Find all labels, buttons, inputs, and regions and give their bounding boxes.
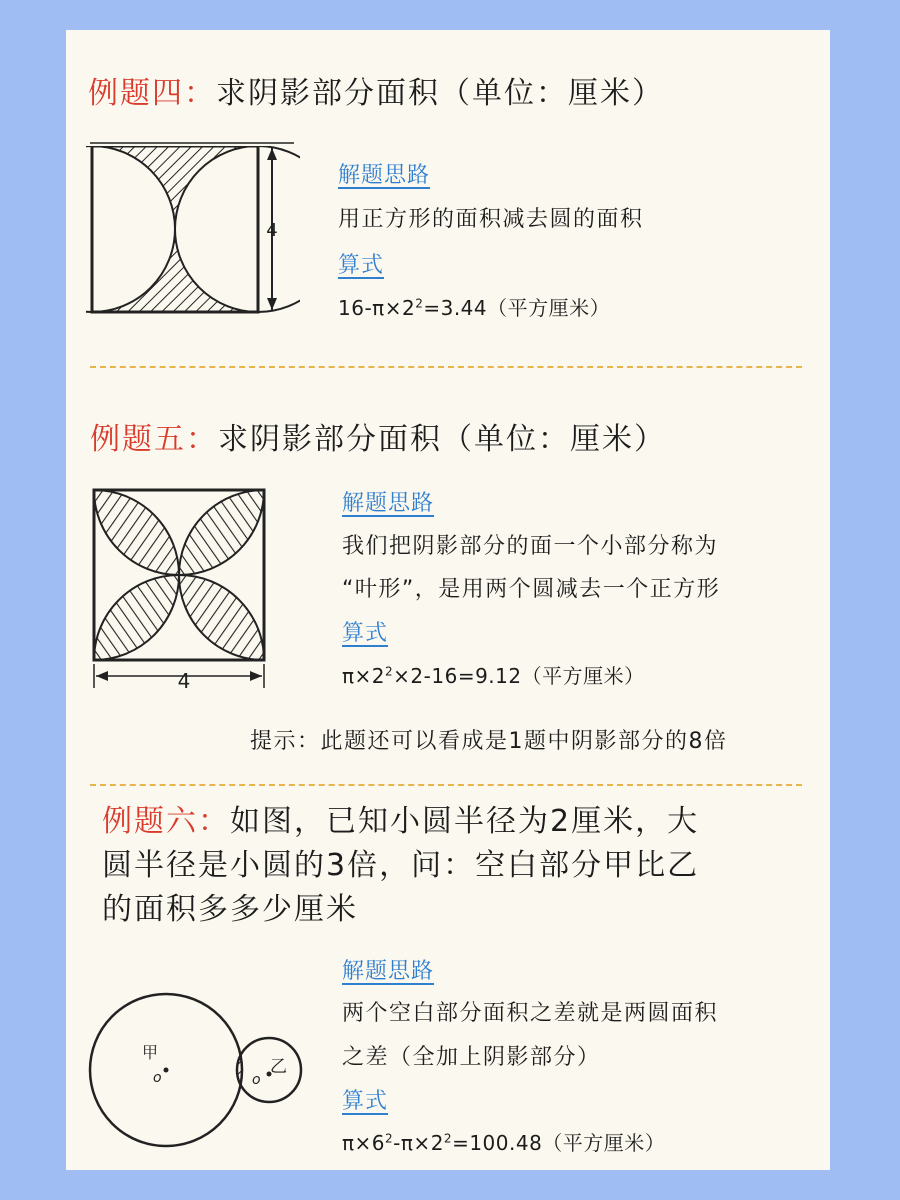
example5-hint: 提示：此题还可以看成是1题中阴影部分的8倍 (250, 729, 728, 754)
example6-approach-heading: 解题思路 (342, 959, 435, 984)
example5-tag: 例题五： (90, 422, 218, 457)
example6-formula-heading: 算式 (342, 1089, 389, 1114)
divider-2 (90, 784, 802, 786)
example5-title (90, 414, 666, 458)
example4-formula (338, 292, 610, 321)
example6-formula-exponent2: 2 (443, 1131, 453, 1146)
label-jia: 甲 (142, 1043, 159, 1062)
example6-question-line2: 圆半径是小圆的3倍，问：空白部分甲比乙 (102, 848, 700, 883)
example4-dimension-label: 4 (266, 220, 278, 241)
example4-question: 求阴影部分面积（单位：厘米） (216, 76, 664, 111)
example6-formula-part3: =100.48（平方厘米） (452, 1131, 666, 1155)
example6-formula-part2: -π×2 (393, 1131, 444, 1155)
example4-approach-text: 用正方形的面积减去圆的面积 (338, 207, 644, 232)
example6-question-line3: 的面积多多少厘米 (102, 892, 358, 927)
example6-formula-part1: π×6 (342, 1131, 386, 1155)
example5-formula-exponent: 2 (385, 664, 394, 679)
label-center-small: o (252, 1072, 261, 1088)
example5-dimension-label: 4 (177, 669, 191, 692)
example5-approach-line2: “叶形”，是用两个圆减去一个正方形 (342, 577, 721, 602)
divider-1 (90, 366, 802, 368)
example4-formula-exponent: 2 (415, 296, 424, 311)
example6-question (102, 800, 802, 932)
example6-tag: 例题六： (102, 804, 230, 839)
example5-approach-heading: 解题思路 (342, 491, 435, 516)
example6-formula (342, 1127, 665, 1156)
example5-formula-part2: ×2-16=9.12（平方厘米） (393, 664, 645, 688)
label-center-big: o (153, 1070, 162, 1086)
example4-approach-heading: 解题思路 (338, 163, 431, 188)
example5-approach-line1: 我们把阴影部分的面一个小部分称为 (342, 534, 719, 559)
example6-diagram (86, 988, 306, 1153)
example6-question-line1: 如图，已知小圆半径为2厘米，大 (230, 804, 700, 839)
example5-formula-part1: π×2 (342, 664, 386, 688)
example4-tag: 例题四： (88, 76, 216, 111)
example5-diagram (86, 482, 276, 692)
example6-approach-line2: 之差（全加上阴影部分） (342, 1045, 601, 1070)
example4-title (88, 68, 664, 112)
example4-formula-heading: 算式 (338, 253, 385, 278)
example5-formula-heading: 算式 (342, 621, 389, 646)
example4-formula-part1: 16-π×2 (338, 296, 416, 320)
example5-formula (342, 660, 645, 689)
example6-approach-line1: 两个空白部分面积之差就是两圆面积 (342, 1001, 719, 1026)
example4-formula-part2: =3.44（平方厘米） (423, 296, 611, 320)
example6-formula-exponent1: 2 (385, 1131, 394, 1146)
example4-diagram (86, 138, 300, 318)
label-yi: 乙 (270, 1057, 287, 1077)
example5-question: 求阴影部分面积（单位：厘米） (218, 422, 666, 457)
